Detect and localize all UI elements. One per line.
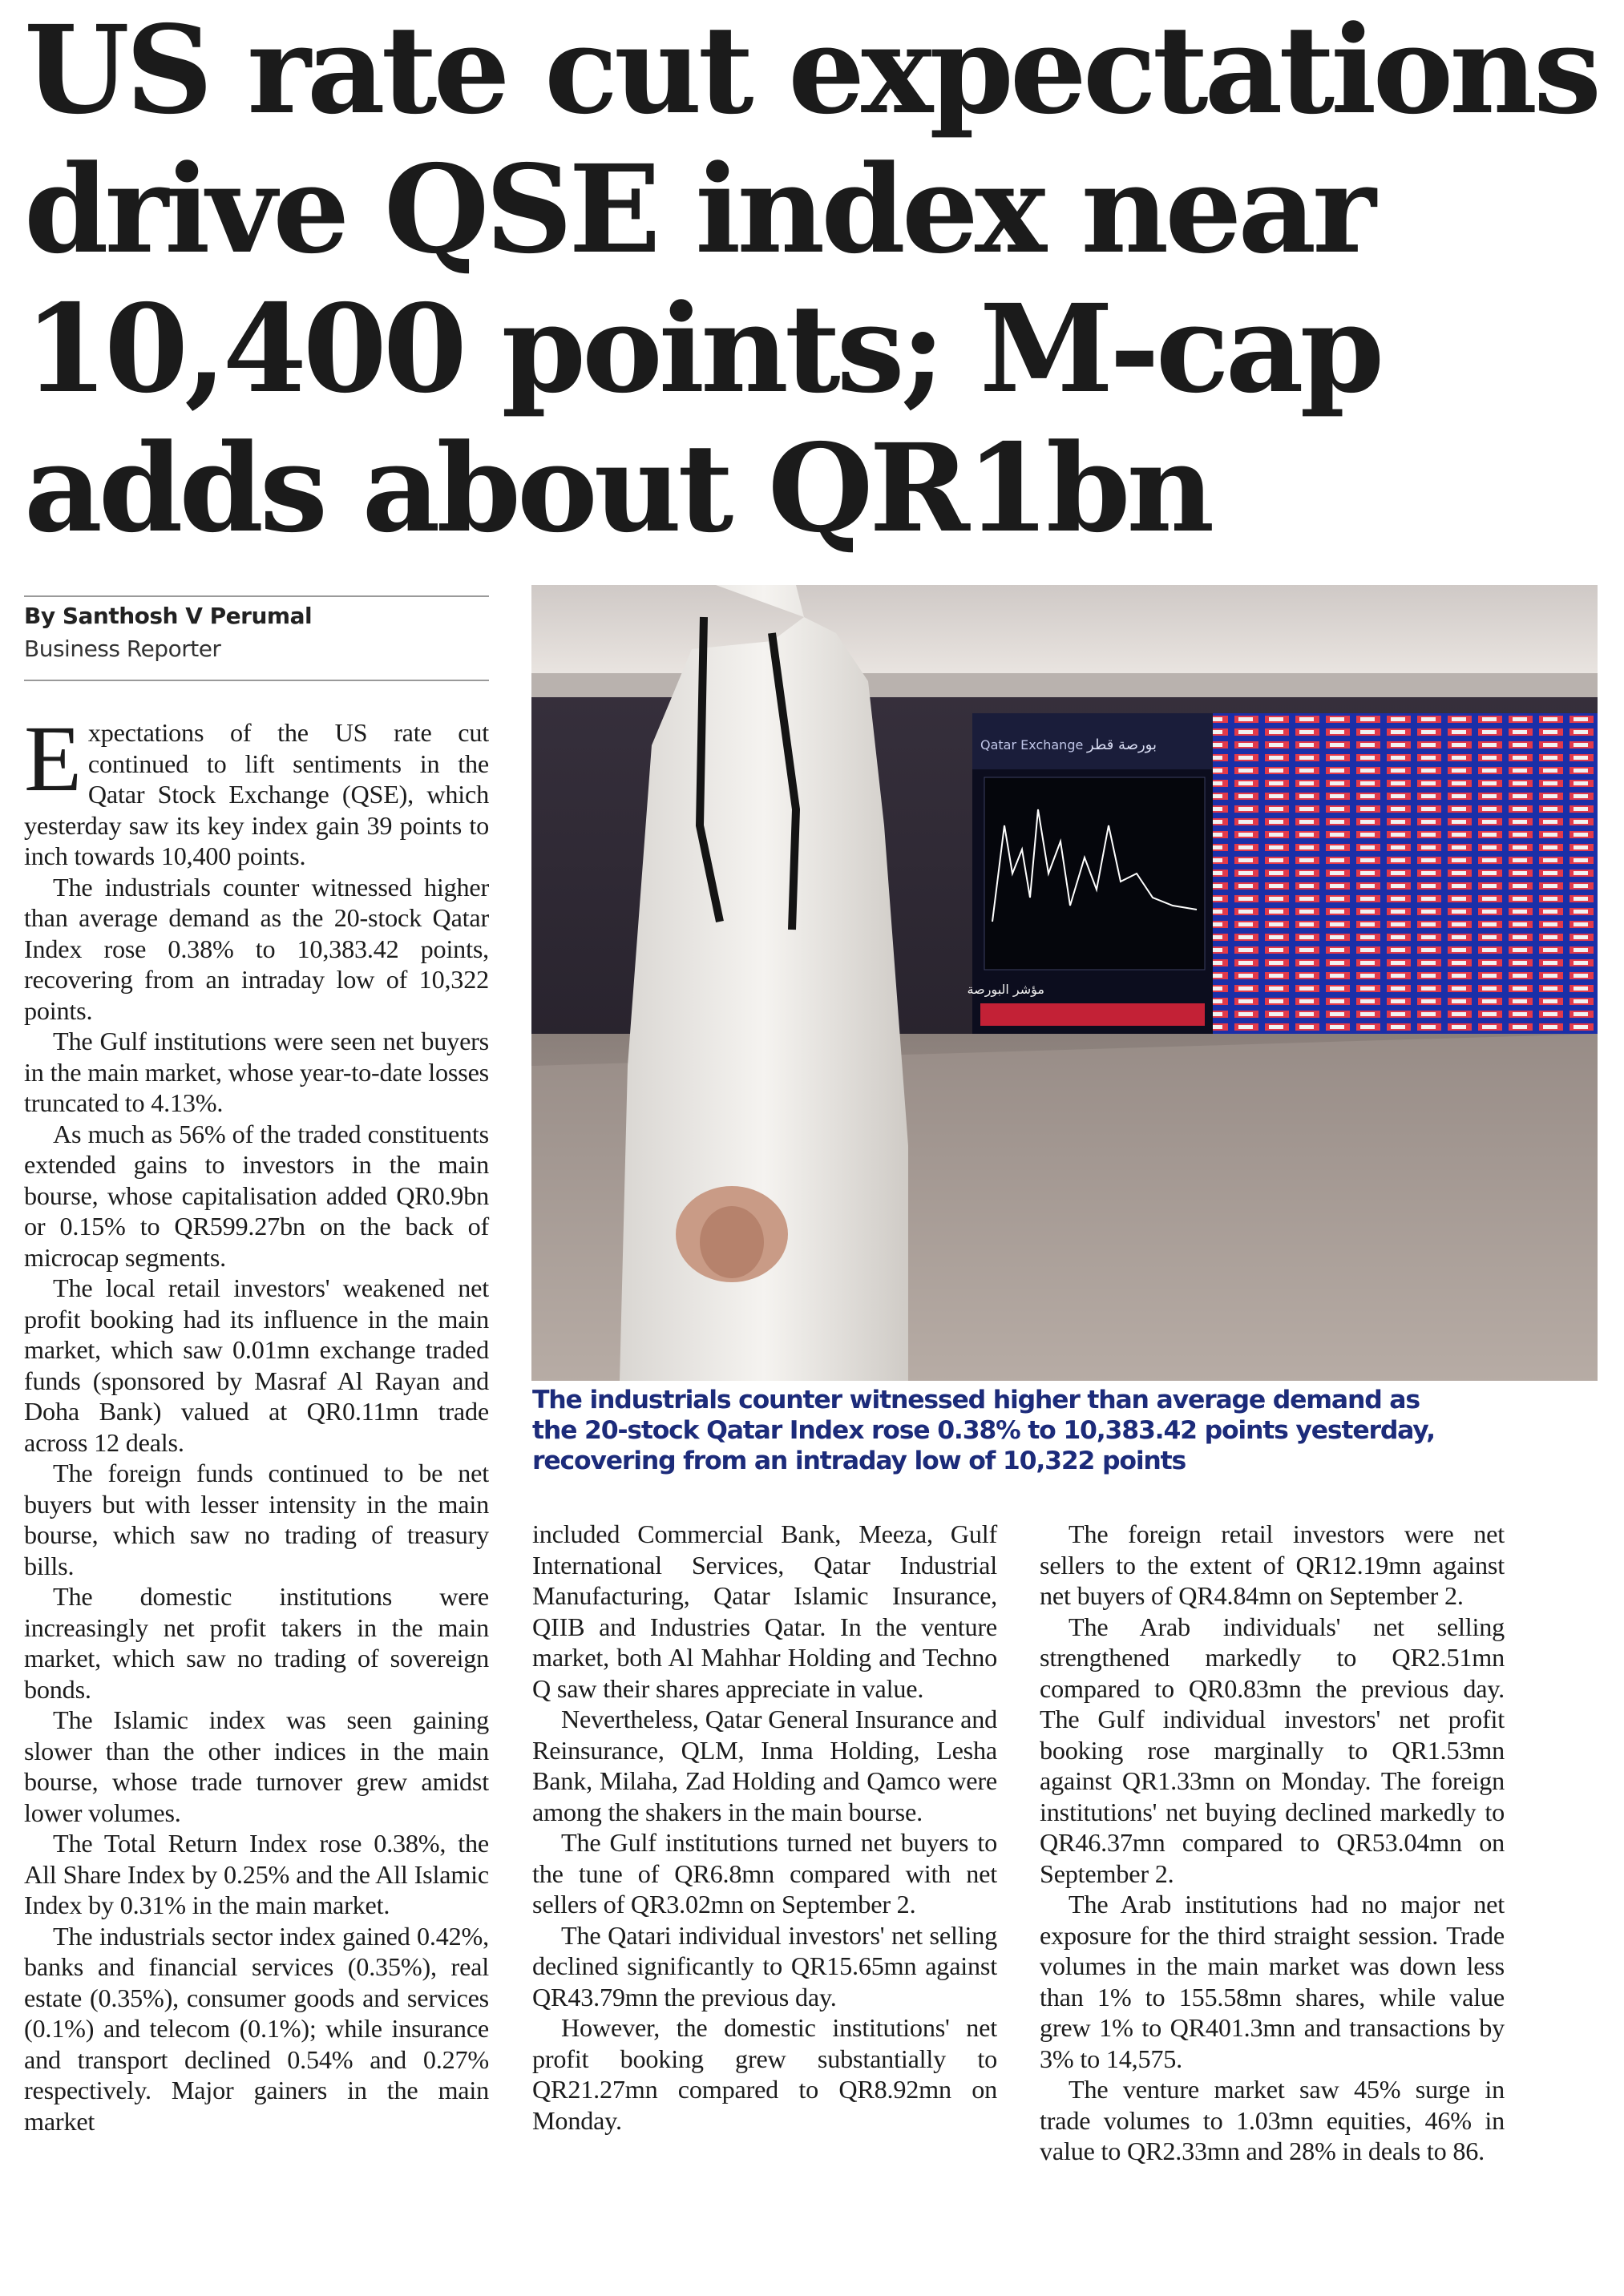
screen-header-en: Qatar Exchange: [980, 737, 1084, 753]
caption-line: the 20-stock Qatar Index rose 0.38% to 10,383.42 points yesterday,: [532, 1416, 1435, 1445]
article-paragraph: The Arab institutions had no major net exposure for the third straight session. Trade volumes in the main market was down less than 1% to 155.58mn shares, while value grew 1% to QR401.3mn and transactions by 3% to 14,575.: [1040, 1890, 1505, 2073]
article-paragraph: included Commercial Bank, Meeza, Gulf International Services, Qatar Industrial Manufacturing, Qatar Islamic Insurance, QIIB and Industries Qatar. In the venture market, both Al Mahhar Holding and Techno Q saw their shares appreciate in value.: [532, 1519, 997, 1703]
byline-author: By Santhosh V Perumal: [24, 603, 313, 629]
headline-line: adds about QR1bn: [24, 417, 1211, 559]
caption-line: recovering from an intraday low of 10,322 points: [532, 1447, 1186, 1475]
byline-bottom-rule: [24, 680, 489, 681]
article-paragraph: The Qatari individual investors' net selling declined significantly to QR15.65mn against QR43.79mn the previous day.: [532, 1920, 997, 2012]
article-column-1: [24, 706, 489, 2137]
article-paragraph: The local retail investors' weakened net profit booking had its influence in the main market, which saw 0.01mn exchange traded funds (sponsored by Masraf Al Rayan and Doha Bank) valued at QR0.11mn trade across 12 deals.: [24, 1273, 489, 1457]
article-paragraph: The Gulf institutions turned net buyers to the tune of QR6.8mn compared with net sellers of QR3.02mn on September 2.: [532, 1828, 997, 1919]
headline-line: US rate cut expectations: [24, 0, 1598, 141]
article-paragraph: The industrials sector index gained 0.42%, banks and financial services (0.35%), real estate (0.35%), consumer goods and services (0.1%) and telecom (0.1%); while insurance and transport declined 0.54% and 0.27% respectively. Major gainers in the main market: [24, 1921, 489, 2136]
article-column-3: [1040, 1519, 1505, 2167]
article-photo: [531, 585, 1598, 1381]
article-column-2: [532, 1519, 997, 2136]
screen-header-ar: بورصة قطر: [1087, 736, 1157, 753]
screen-label-ar: مؤشر البورصة: [967, 982, 1044, 997]
caption-line: The industrials counter witnessed higher than average demand as: [532, 1386, 1420, 1414]
article-paragraph: The Arab individuals' net selling strengthened markedly to QR2.51mn compared to QR0.83mn the previous day. The Gulf individual investors' net profit booking rose marginally to QR1.53mn against QR1.33mn on Monday. The foreign institutions' net buying declined markedly to QR46.37mn compared to QR53.04mn on September 2.: [1040, 1612, 1505, 1888]
article-paragraph: Nevertheless, Qatar General Insurance and Reinsurance, QLM, Inma Holding, Lesha Bank, Milaha, Zad Holding and Qamco were among the shakers in the main bourse.: [532, 1705, 997, 1826]
photo-caption: [532, 1385, 1598, 1476]
byline-top-rule: [24, 595, 489, 597]
article-paragraph: The Gulf institutions were seen net buyers in the main market, whose year-to-date losses truncated to 4.13%.: [24, 1027, 489, 1117]
article-paragraph: The foreign retail investors were net sellers to the extent of QR12.19mn against net buyers of QR4.84mn on September 2.: [1040, 1519, 1505, 1610]
article-paragraph: As much as 56% of the traded constituents extended gains to investors in the main bourse, whose capitalisation added QR0.9bn or 0.15% to QR599.27bn on the back of microcap segments.: [24, 1119, 489, 1272]
headline-line: 10,400 points; M-cap: [24, 277, 1381, 420]
article-paragraph: The venture market saw 45% surge in trade volumes to 1.03mn equities, 46% in value to QR2.33mn and 28% in deals to 86.: [1040, 2075, 1505, 2165]
article-paragraph: Expectations of the US rate cut continued to lift sentiments in the Qatar Stock Exchange (QSE), which yesterday saw its key index gain 39 points to inch towards 10,400 points.: [24, 706, 489, 870]
byline-role: Business Reporter: [24, 636, 221, 662]
headline: [24, 0, 1598, 559]
article-paragraph: The domestic institutions were increasingly net profit takers in the main market, which saw no trading of sovereign bonds.: [24, 1582, 489, 1704]
article-paragraph: The foreign funds continued to be net buyers but with lesser intensity in the main bourse, which saw no trading of treasury bills.: [24, 1459, 489, 1580]
article-paragraph: The industrials counter witnessed higher than average demand as the 20-stock Qatar Index rose 0.38% to 10,383.42 points, recovering from an intraday low of 10,322 points.: [24, 872, 489, 1025]
article-paragraph: However, the domestic institutions' net profit booking grew substantially to QR21.27mn compared to QR8.92mn on Monday.: [532, 2013, 997, 2135]
headline-line: drive QSE index near: [24, 138, 1372, 280]
article-paragraph: The Islamic index was seen gaining slower than the other indices in the main bourse, whose trade turnover grew amidst lower volumes.: [24, 1705, 489, 1827]
dropcap: E: [24, 706, 82, 811]
article-paragraph: The Total Return Index rose 0.38%, the All Share Index by 0.25% and the All Islamic Index by 0.31% in the main market.: [24, 1829, 489, 1919]
trading-floor-illustration: [531, 585, 1598, 1381]
